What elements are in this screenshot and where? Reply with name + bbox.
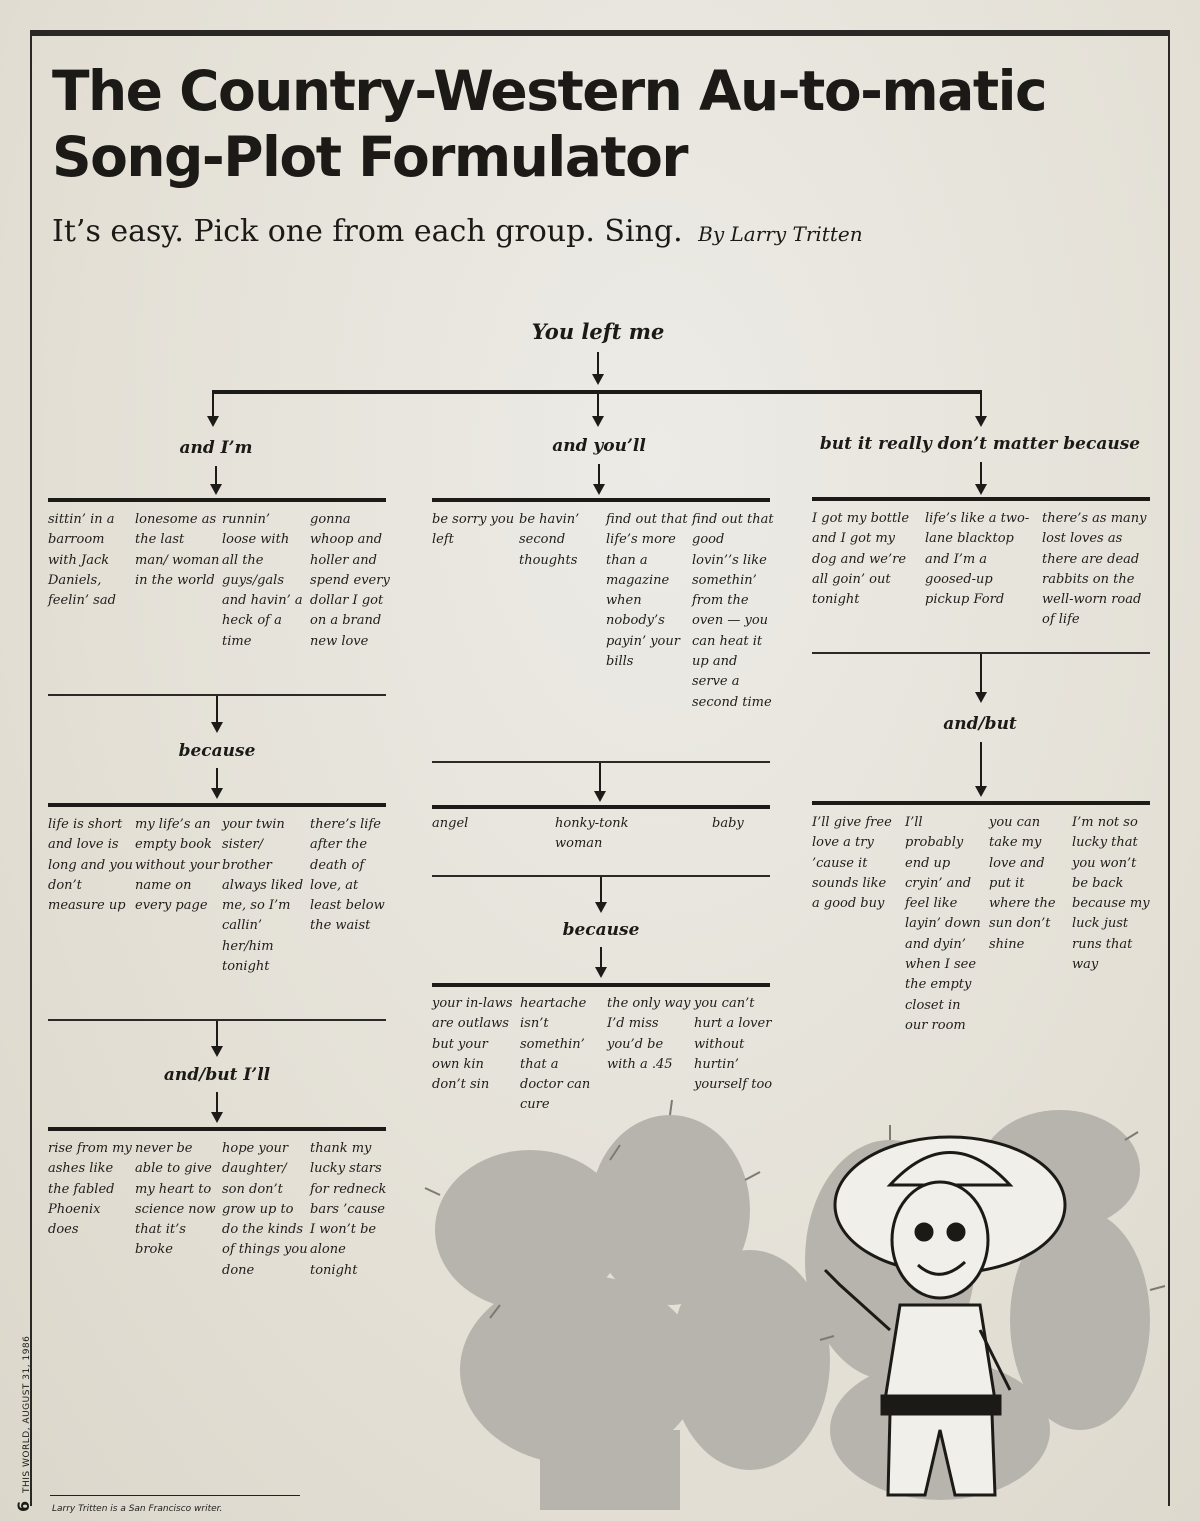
left-because-2: my life’s an empty book without your name on every page xyxy=(135,817,220,914)
arrow-down-icon xyxy=(211,1046,223,1057)
middle-option-1: be sorry you left xyxy=(432,512,515,548)
left-option-2: lonesome as the last man/ woman in the world xyxy=(135,512,220,588)
title-line-2: Song-Plot Formulator xyxy=(52,125,688,189)
middle-option-2: be havin’ second thoughts xyxy=(519,512,580,568)
page-title xyxy=(52,58,1052,190)
page-number: 6 xyxy=(14,1500,33,1512)
arrow-down-icon xyxy=(211,788,223,799)
middle-because-4: you can’t hurt a lover without hurtin’ yourself too xyxy=(694,996,773,1093)
left-and-but-3: hope your daughter/ son don’t grow up to do the kinds of things you done xyxy=(222,1141,308,1278)
root-label: You left me xyxy=(531,319,665,344)
right-branch-label: but it really don’t matter because xyxy=(819,434,1141,454)
left-because-bar xyxy=(48,803,386,807)
arrow-down-icon xyxy=(594,791,606,802)
right-and-but-3: you can take my love and put it where the sun don’t shine xyxy=(989,815,1056,952)
left-and-but-4: thank my lucky stars for redneck bars ’cause I won’t be alone tonight xyxy=(310,1141,387,1278)
subtitle-text: It’s easy. Pick one from each group. Sing. xyxy=(52,214,683,249)
arrow-down-icon xyxy=(592,416,604,427)
left-options-bar xyxy=(48,498,386,502)
left-because-3: your twin sister/ brother always liked me, so I’m callin’ her/him tonight xyxy=(222,817,304,975)
right-and-but-bar xyxy=(812,801,1150,805)
right-and-but-1: I’ll give free love a try ’cause it sounds like a good buy xyxy=(812,815,892,912)
right-connector xyxy=(980,654,982,694)
middle-because-label: because xyxy=(562,920,640,940)
middle-because-3: the only way I’d miss you’d be with a .45 xyxy=(607,996,691,1072)
arrow-down-icon xyxy=(592,374,604,385)
left-and-but-1: rise from my ashes like the fabled Phoenix does xyxy=(48,1141,132,1238)
folio-text: THIS WORLD, AUGUST 31, 1986 xyxy=(22,1335,32,1493)
left-and-but-label: and/but I’ll xyxy=(163,1065,271,1085)
right-option-3: there’s as many lost loves as there are dead rabbits on the well-worn road of life xyxy=(1042,511,1147,628)
left-connector xyxy=(216,696,218,724)
left-because-4: there’s life after the death of love, at least below the waist xyxy=(310,817,385,934)
root-connector xyxy=(597,352,599,376)
footnote-rule xyxy=(50,1495,300,1496)
right-and-but-4: I’m not so lucky that you won’t be back because my luck just runs that way xyxy=(1072,815,1150,973)
right-and-but-2: I’ll probably end up cryin’ and feel like layin’ down and dyin’ when I see the empty closet in our room xyxy=(905,815,981,1033)
arrow-down-icon xyxy=(595,967,607,978)
left-connector xyxy=(216,768,218,790)
middle-connector xyxy=(599,763,601,793)
middle-branch-drop xyxy=(597,390,599,418)
arrow-down-icon xyxy=(593,484,605,495)
right-option-2: life’s like a two-lane blacktop and I’m a goosed-up pickup Ford xyxy=(925,511,1030,608)
right-option-1: I got my bottle and I got my dog and we’re all goin’ out tonight xyxy=(812,511,910,608)
left-branch-drop xyxy=(212,390,214,418)
arrow-down-icon xyxy=(211,722,223,733)
left-because-label: because xyxy=(178,741,256,761)
left-option-3: runnin’ loose with all the guys/gals and havin’ a heck of a time xyxy=(222,512,303,649)
middle-name-3: baby xyxy=(712,816,744,831)
subtitle xyxy=(52,214,863,249)
arrow-down-icon xyxy=(211,1112,223,1123)
left-and-but-bar xyxy=(48,1127,386,1131)
left-connector xyxy=(216,1092,218,1114)
footnote: Larry Tritten is a San Francisco writer. xyxy=(52,1504,223,1514)
left-branch-label: and I’m xyxy=(179,438,253,458)
left-option-4: gonna whoop and holler and spend every dollar I got on a brand new love xyxy=(310,512,390,649)
middle-because-bar xyxy=(432,983,770,987)
cactus-cowboy-illustration xyxy=(420,1100,1180,1510)
arrow-down-icon xyxy=(975,786,987,797)
middle-branch-label: and you’ll xyxy=(552,436,646,456)
middle-because-2: heartache isn’t somethin’ that a doctor can cure xyxy=(520,996,591,1113)
middle-names-bar xyxy=(432,805,770,809)
middle-label-connector xyxy=(598,464,600,486)
right-options-bar xyxy=(812,497,1150,501)
right-and-but-label: and/but xyxy=(943,714,1017,734)
arrow-down-icon xyxy=(975,692,987,703)
middle-name-2: honky-tonk woman xyxy=(555,816,629,852)
right-connector xyxy=(980,742,982,788)
middle-connector xyxy=(600,947,602,969)
left-label-connector xyxy=(215,466,217,486)
byline: By Larry Tritten xyxy=(698,222,863,246)
title-line-1: The Country-Western Au-to-matic xyxy=(52,59,1047,123)
middle-name-1: angel xyxy=(432,816,469,831)
middle-option-3: find out that life’s more than a magazine when nobody’s payin’ your bills xyxy=(606,512,688,670)
middle-because-1: your in-laws are outlaws but your own kin don’t sin xyxy=(432,996,513,1093)
middle-options-bar xyxy=(432,498,770,502)
left-connector xyxy=(216,1021,218,1048)
left-and-but-2: never be able to give my heart to science now that it’s broke xyxy=(135,1141,216,1258)
arrow-down-icon xyxy=(210,484,222,495)
arrow-down-icon xyxy=(975,484,987,495)
left-option-1: sittin’ in a barroom with Jack Daniels, feelin’ sad xyxy=(48,512,116,609)
middle-option-4: find out that good lovin’’s like somethin’ from the oven — you can heat it up and serve a second time xyxy=(692,512,774,710)
arrow-down-icon xyxy=(207,416,219,427)
middle-divider-1 xyxy=(432,761,770,763)
left-because-1: life is short and love is long and you don’t measure up xyxy=(48,817,133,914)
middle-connector xyxy=(600,877,602,904)
arrow-down-icon xyxy=(975,416,987,427)
arrow-down-icon xyxy=(595,902,607,913)
right-label-connector xyxy=(980,462,982,486)
folio xyxy=(14,1336,33,1512)
right-branch-drop xyxy=(980,390,982,418)
